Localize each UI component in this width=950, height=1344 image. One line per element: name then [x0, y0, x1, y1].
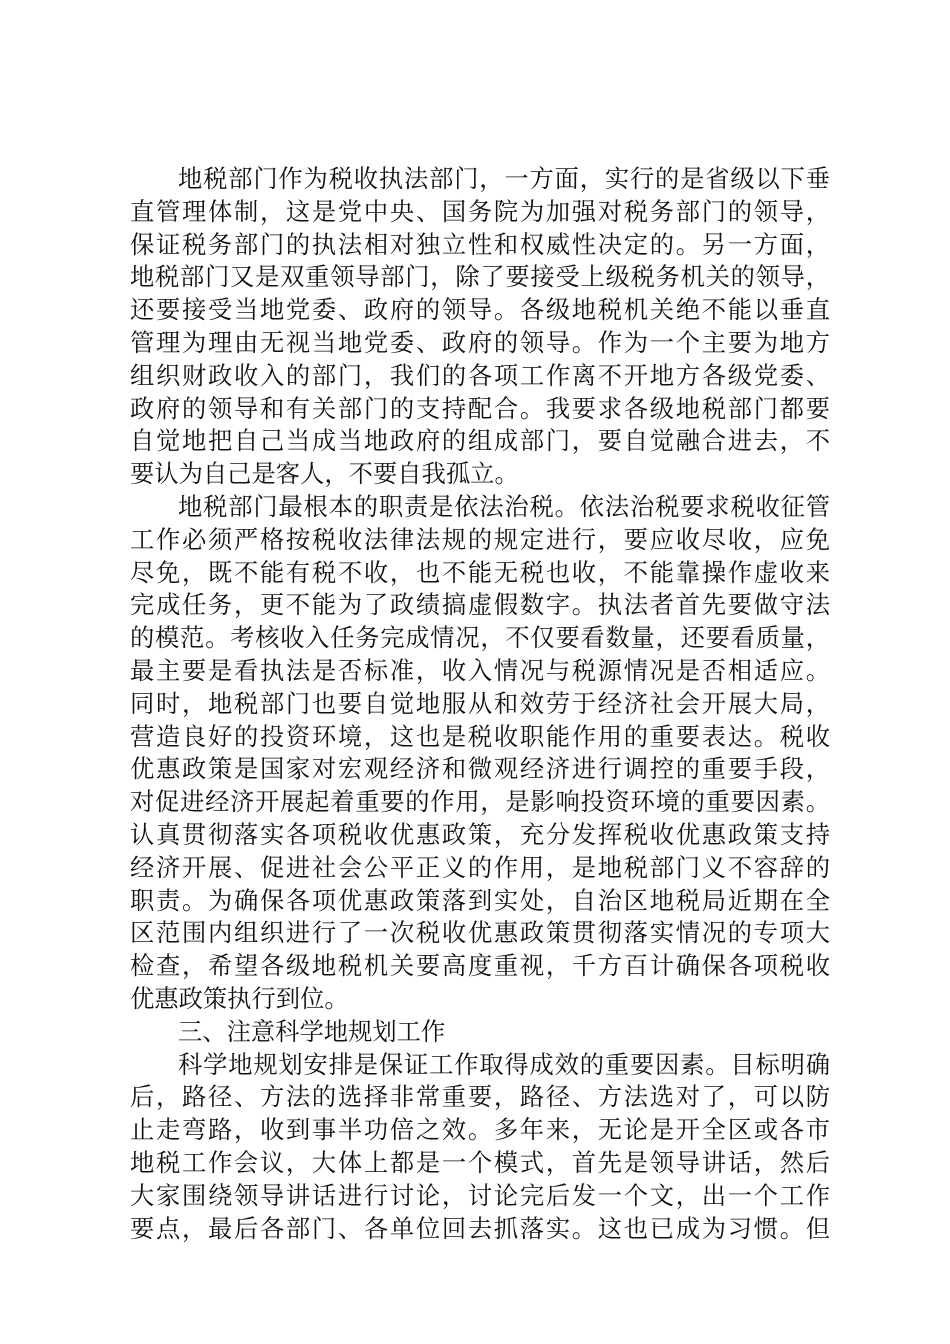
text-line: 科学地规划安排是保证工作取得成效的重要因素。目标明确 [178, 1049, 830, 1079]
paragraph-2 [130, 491, 830, 1016]
text-line: 地税部门最根本的职责是依法治税。依法治税要求税收征管 [178, 491, 830, 521]
text-line: 职责。为确保各项优惠政策落到实处，自治区地税局近期在全 [130, 885, 830, 915]
paragraph-1 [130, 163, 830, 491]
text-line: 保证税务部门的执法相对独立性和权威性决定的。另一方面， [130, 229, 830, 259]
section-heading-text: 三、注意科学地规划工作 [178, 1016, 446, 1046]
text-line: 止走弯路，收到事半功倍之效。多年来，无论是开全区或各市 [130, 1115, 830, 1145]
text-line: 区范围内组织进行了一次税收优惠政策贯彻落实情况的专项大 [130, 918, 830, 948]
text-line: 同时，地税部门也要自觉地服从和效劳于经济社会开展大局， [130, 688, 830, 718]
text-line: 优惠政策执行到位。 [130, 983, 349, 1013]
text-line: 营造良好的投资环境，这也是税收职能作用的重要表达。税收 [130, 721, 830, 751]
text-line: 政府的领导和有关部门的支持配合。我要求各级地税部门都要 [130, 393, 830, 423]
text-line: 最主要是看执法是否标准，收入情况与税源情况是否相适应。 [130, 655, 830, 685]
text-line: 优惠政策是国家对宏观经济和微观经济进行调控的重要手段， [130, 754, 830, 784]
text-line: 要认为自己是客人，不要自我孤立。 [130, 459, 519, 489]
text-line: 检查，希望各级地税机关要高度重视，千方百计确保各项税收 [130, 951, 830, 981]
text-line: 自觉地把自己当成当地政府的组成部门，要自觉融合进去，不 [130, 426, 830, 456]
section-heading [130, 1016, 830, 1049]
text-line: 大家围绕领导讲话进行讨论，讨论完后发一个文，出一个工作 [130, 1180, 830, 1210]
text-line: 经济开展、促进社会公平正义的作用，是地税部门义不容辞的 [130, 852, 830, 882]
text-line: 地税部门作为税收执法部门，一方面，实行的是省级以下垂 [178, 164, 830, 193]
text-line: 认真贯彻落实各项税收优惠政策，充分发挥税收优惠政策支持 [130, 819, 830, 849]
text-line: 组织财政收入的部门，我们的各项工作离不开地方各级党委、 [130, 360, 830, 390]
text-line: 尽免，既不能有税不收，也不能无税也收，不能靠操作虚收来 [130, 557, 830, 587]
text-line: 工作必须严格按税收法律法规的规定进行，要应收尽收，应免 [130, 524, 830, 554]
text-line: 地税部门又是双重领导部门，除了要接受上级税务机关的领导， [130, 262, 830, 292]
text-line: 的模范。考核收入任务完成情况，不仅要看数量，还要看质量， [130, 623, 830, 653]
paragraph-3 [130, 1049, 830, 1246]
text-line: 要点，最后各部门、各单位回去抓落实。这也已成为习惯。但 [130, 1213, 830, 1243]
document-body [130, 163, 830, 1245]
text-line: 还要接受当地党委、政府的领导。各级地税机关绝不能以垂直 [130, 295, 830, 325]
text-line: 管理为理由无视当地党委、政府的领导。作为一个主要为地方 [130, 327, 830, 357]
text-line: 后，路径、方法的选择非常重要，路径、方法选对了，可以防 [130, 1082, 830, 1112]
text-line: 对促进经济开展起着重要的作用，是影响投资环境的重要因素。 [130, 787, 830, 817]
text-line: 完成任务，更不能为了政绩搞虚假数字。执法者首先要做守法 [130, 590, 830, 620]
text-line: 直管理体制，这是党中央、国务院为加强对税务部门的领导， [130, 196, 830, 226]
text-line: 地税工作会议，大体上都是一个模式，首先是领导讲话，然后 [130, 1147, 830, 1177]
